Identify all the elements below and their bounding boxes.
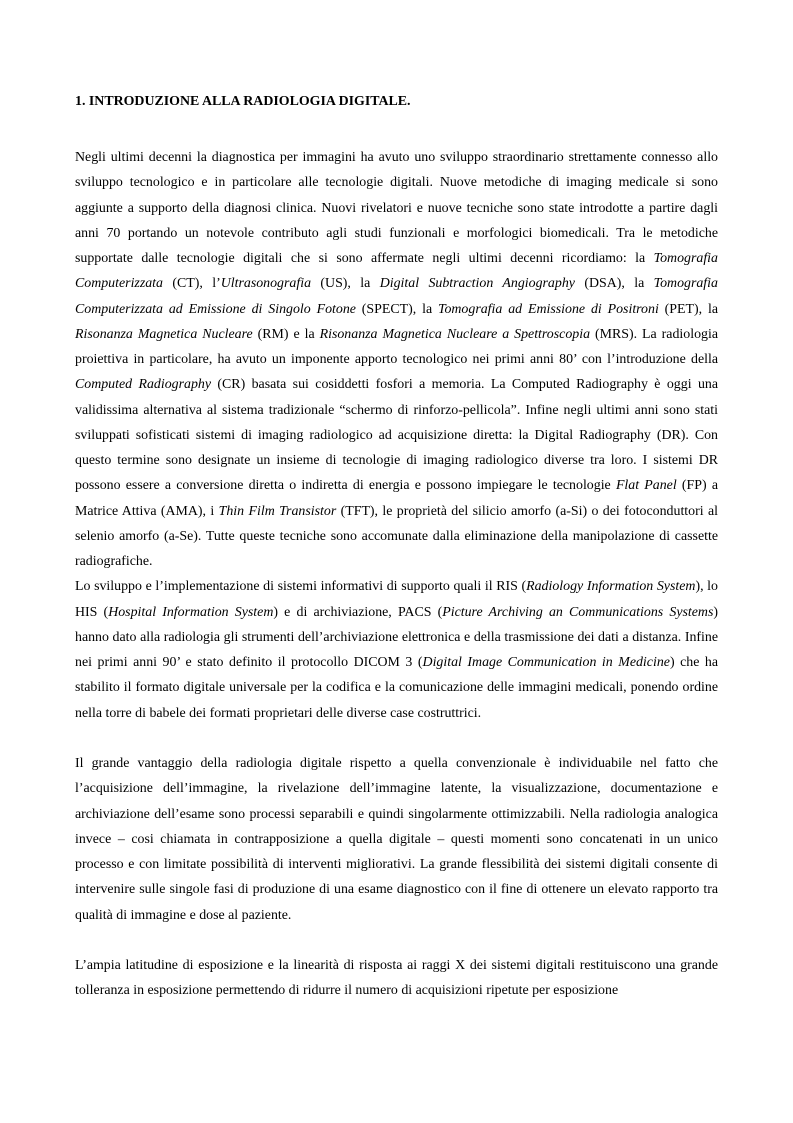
italic-term: Risonanza Magnetica Nucleare a Spettroscopia [319, 326, 591, 342]
text-run: (DSA), la [574, 276, 654, 292]
text-run: (FP) a Matrice Attiva (AMA), i [75, 478, 718, 519]
italic-term: Flat Panel [615, 478, 677, 494]
text-run: ) e di archiviazione, PACS ( [273, 604, 443, 620]
italic-term: Tomografia Computerizzata ad Emissione di Singolo Fotone [75, 276, 718, 317]
text-run: (CT), l’ [162, 276, 221, 292]
italic-term: Hospital Information System [108, 604, 274, 620]
italic-term: Tomografia ad Emissione di Positroni [438, 301, 659, 317]
paragraph-exposure-latitude [75, 953, 718, 1004]
section-heading: 1. INTRODUZIONE ALLA RADIOLOGIA DIGITALE. [75, 94, 411, 109]
text-run: (TFT), le proprietà del silicio amorfo (a-Si) o dei fotoconduttori al selenio amorfo (a-Se). Tutte queste tecniche sono accomunate dalla eliminazione della manipolazione di cassette radiografiche. [75, 503, 718, 569]
text-run: ) che ha stabilito il formato digitale universale per la codifica e la comunicazione delle immagini medicali, ponendo ordine nella torre di babele dei formati proprietari delle diverse case costruttrici. [75, 655, 718, 721]
text-run: ) hanno dato alla radiologia gli strumenti dell’archiviazione elettronica e della trasmissione dei dati a distanza. Infine nei primi anni 90’ e stato definito il protocollo DICOM 3 ( [75, 604, 718, 670]
italic-term: Radiology Information System [526, 579, 696, 595]
italic-term: Ultrasonografia [220, 276, 312, 292]
paragraph-imaging-technologies [75, 145, 718, 574]
italic-term: Tomografia Computerizzata [75, 251, 718, 292]
text-run: (MRS). La radiologia proiettiva in particolare, ha avuto un imponente apporto tecnologico nei primi anni 80’ con l’introduzione della [75, 326, 718, 367]
paragraph-digital-advantage [75, 751, 718, 928]
text-run: Lo sviluppo e l’implementazione di sistemi informativi di supporto quali il RIS ( [75, 579, 527, 595]
text-run: (SPECT), la [355, 301, 438, 317]
italic-term: Computed Radiography [75, 377, 212, 393]
text-run: ), lo HIS ( [75, 579, 718, 620]
italic-term: Picture Archiving an Communications Systems [442, 604, 714, 620]
text-run: (PET), la [658, 301, 719, 317]
italic-term: Digital Subtraction Angiography [379, 276, 575, 292]
text-run: (US), la [311, 276, 380, 292]
text-run: Negli ultimi decenni la diagnostica per immagini ha avuto uno sviluppo straordinario strettamente connesso allo sviluppo tecnologico e in particolare alle tecnologie digitali. Nuove metodiche di imaging medicale si sono aggiunte a supporto della diagnosi clinica. Nuovi rivelatori e nuove tecniche sono state introdotte a partire dagli anni 70 portando un notevole contributo agli studi funzionali e morfologici biomedicali. Tra le metodiche supportate dalle tecnologie digitali che si sono affermate negli ultimi decenni ricordiamo: la [75, 150, 718, 266]
italic-term: Risonanza Magnetica Nucleare [75, 326, 253, 342]
paragraph-information-systems [75, 574, 718, 726]
text-run: (CR) basata sui cosiddetti fosfori a memoria. La Computed Radiography è oggi una validissima alternativa al sistema tradizionale “schermo di rinforzo-pellicola”. Infine negli ultimi anni sono stati sviluppati sofisticati sistemi di imaging radiologico ad acquisizione diretta: la Digital Radiography (DR). Con questo termine sono designate un insieme di tecnologie di imaging radiologico diverse tra loro. I sistemi DR possono essere a conversione diretta o indiretta di energia e possono impiegare le tecnologie [75, 377, 719, 494]
text-run: L’ampia latitudine di esposizione e la linearità di risposta ai raggi X dei sistemi digitali restituiscono una grande tolleranza in esposizione permettendo di ridurre il numero di acquisizioni ripetute per esposizione [75, 958, 718, 999]
text-run: Il grande vantaggio della radiologia digitale rispetto a quella convenzionale è individuabile nel fatto che l’acquisizione dell’immagine, la rivelazione dell’immagine latente, la visualizzazione, documentazione e archiviazione dell’esame sono processi separabili e quindi singolarmente ottimizzabili. Nella radiologia analogica invece – cosi chiamata in contrapposizione a quella digitale – questi momenti sono concatenati in un unico processo e con limitate possibilità di interventi migliorativi. La grande flessibilità dei sistemi digitali consente di intervenire sulle singole fasi di produzione di una esame diagnostico con il fine di ottenere un elevato rapporto tra qualità di immagine e dose al paziente. [75, 756, 718, 923]
text-run: (RM) e la [252, 326, 320, 342]
italic-term: Digital Image Communication in Medicine [422, 655, 670, 670]
italic-term: Thin Film Transistor [218, 503, 337, 519]
